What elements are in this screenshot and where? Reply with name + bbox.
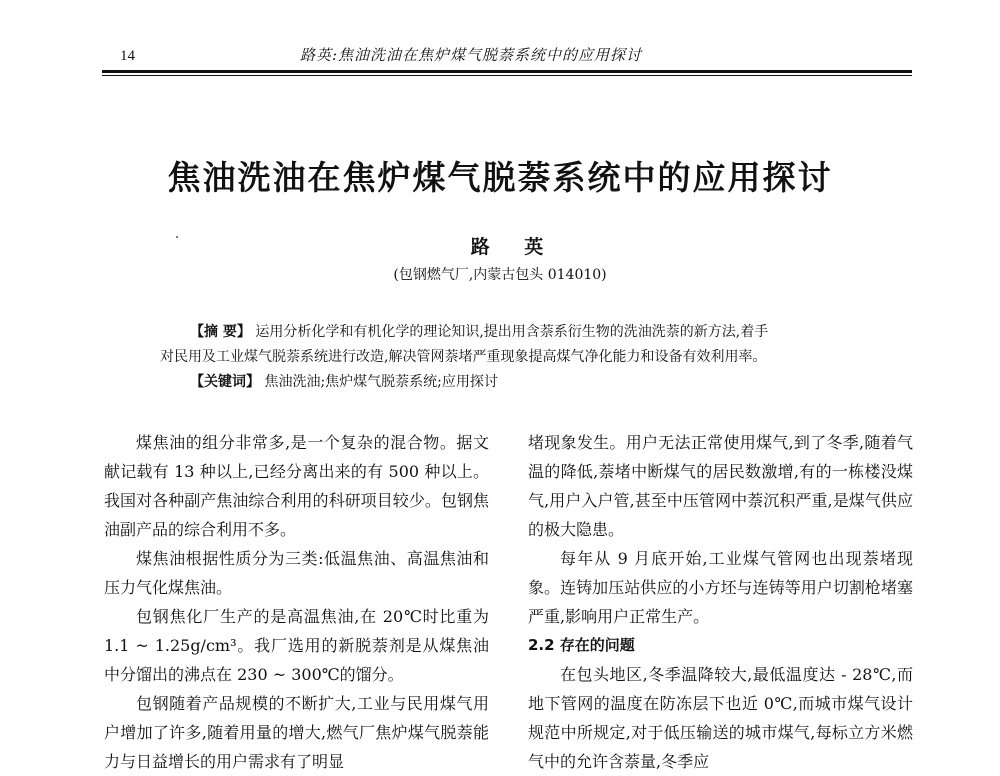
keywords-label: 【关键词】	[190, 374, 260, 390]
author-name: 路 英	[470, 236, 558, 258]
page-number: 14	[120, 48, 135, 64]
right-paragraph-1: 堵现象发生。用户无法正常使用煤气,到了冬季,随着气温的降低,萘堵中断煤气的居民数激增,有的一栋楼没煤气,用户入户管,甚至中压管网中萘沉积严重,是煤气供应的极大隐患。	[528, 433, 913, 539]
left-paragraph-1: 煤焦油的组分非常多,是一个复杂的混合物。据文献记载有 13 种以上,已经分离出来的有 500 种以上。我国对各种副产焦油综合利用的科研项目较少。包钢焦油副产品的综合利用不多。	[104, 433, 489, 539]
keywords-text: 焦油洗油;焦炉煤气脱萘系统;应用探讨	[264, 374, 498, 390]
header-rule	[102, 70, 912, 73]
right-column	[528, 428, 913, 776]
abstract-line-2: 对民用及工业煤气脱萘系统进行改造,解决管网萘堵严重现象提高煤气净化能力和设备有效利用率。	[160, 349, 767, 365]
abstract-label: 【摘 要】	[190, 324, 251, 340]
section-heading: 2.2 存在的问题	[528, 636, 635, 654]
article-title: 焦油洗油在焦炉煤气脱萘系统中的应用探讨	[167, 158, 833, 197]
right-paragraph-3: 在包头地区,冬季温降较大,最低温度达 - 28℃,而地下管网的温度在防冻层下也近 0℃,而城市煤气设计规范中所规定,对于低压输送的城市煤气,每标立方米燃气中的允许含萘量,冬季应	[528, 665, 913, 771]
author-affiliation: (包钢燃气厂,内蒙古包头 014010)	[393, 267, 607, 283]
abstract-block	[160, 320, 860, 395]
left-paragraph-4: 包钢随着产品规模的不断扩大,工业与民用煤气用户增加了许多,随着用量的增大,燃气厂焦炉煤气脱萘能力与日益增长的用户需求有了明显	[104, 694, 489, 771]
right-paragraph-2: 每年从 9 月底开始,工业煤气管网也出现萘堵现象。连铸加压站供应的小方坯与连铸等用户切割枪堵塞严重,影响用户正常生产。	[528, 549, 913, 626]
running-header: 路英:焦油洗油在焦炉煤气脱萘系统中的应用探讨	[300, 46, 643, 64]
abstract-line-1	[160, 320, 860, 345]
left-paragraph-2: 煤焦油根据性质分为三类:低温焦油、高温焦油和压力气化煤焦油。	[104, 549, 489, 597]
keywords-line	[160, 370, 860, 395]
left-paragraph-3: 包钢焦化厂生产的是高温焦油,在 20℃时比重为 1.1 ~ 1.25g/cm³。我厂选用的新脱萘剂是从煤焦油中分馏出的沸点在 230 ~ 300℃的馏分。	[104, 607, 489, 684]
header-rule-thin	[102, 75, 912, 76]
left-column	[104, 428, 489, 776]
abstract-text-1: 运用分析化学和有机化学的理论知识,提出用含萘系衍生物的洗油洗萘的新方法,着手	[255, 324, 769, 340]
